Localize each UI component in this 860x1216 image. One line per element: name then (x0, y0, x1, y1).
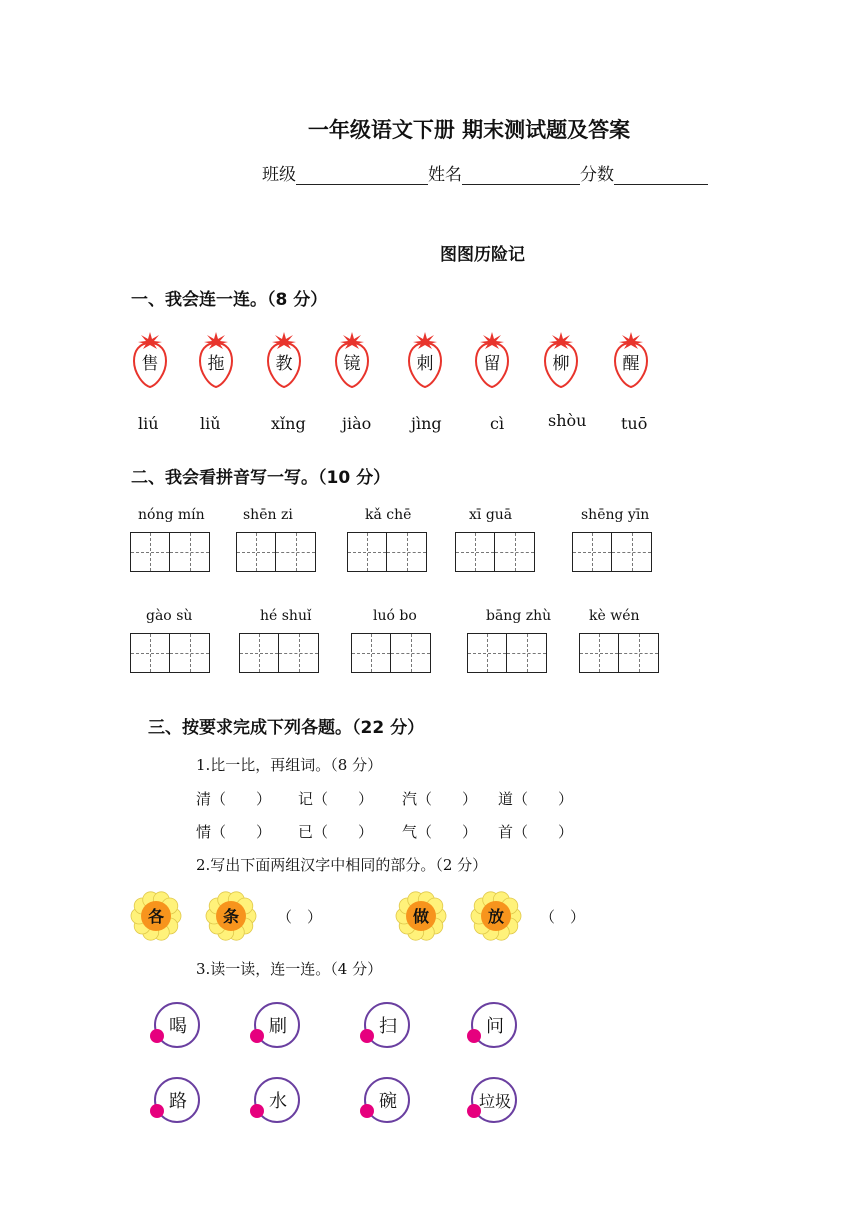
name-label: 姓名 (428, 165, 462, 185)
word-compare-item[interactable]: 清（ ） (196, 790, 272, 808)
grid-cell[interactable] (572, 532, 612, 572)
pinyin-prompt: shēng yīn (581, 507, 650, 523)
word-compare-item[interactable]: 道（ ） (498, 790, 574, 808)
word-compare-item[interactable]: 已（ ） (298, 823, 374, 841)
grid-cell[interactable] (579, 633, 619, 673)
pinyin-label[interactable]: cì (490, 414, 505, 433)
grid-cell[interactable] (495, 532, 535, 572)
connect-circle[interactable] (462, 1073, 518, 1129)
question2-text: 2.写出下面两组汉字中相同的部分。（2 分） (196, 856, 488, 874)
strawberry-char[interactable] (473, 331, 511, 389)
grid-cell[interactable] (279, 633, 319, 673)
svg-text:碗: 碗 (379, 1091, 397, 1112)
strawberry-label: 拖 (207, 354, 225, 374)
pinyin-label[interactable]: xǐng (271, 414, 306, 433)
connect-circle[interactable] (245, 998, 301, 1054)
score-field[interactable] (614, 164, 708, 185)
page-title: 一年级语文下册 期末测试题及答案 (307, 118, 631, 142)
svg-text:刷: 刷 (269, 1016, 287, 1037)
grid-cell[interactable] (391, 633, 431, 673)
grid-cell[interactable] (347, 532, 387, 572)
question3-text: 3.读一读，连一连。（4 分） (196, 960, 383, 978)
svg-text:做: 做 (412, 907, 430, 926)
strawberry-label: 醒 (622, 354, 640, 374)
tianzige-box[interactable] (130, 532, 210, 572)
pinyin-prompt: kè wén (589, 608, 640, 624)
pinyin-prompt: nóng mín (138, 507, 205, 523)
connect-circle[interactable] (355, 1073, 411, 1129)
student-info (262, 160, 708, 185)
tianzige-box[interactable] (351, 633, 431, 673)
pinyin-prompt: gào sù (146, 608, 193, 624)
pinyin-label[interactable]: liǔ (200, 414, 221, 433)
svg-text:条: 条 (222, 907, 240, 926)
strawberry-char[interactable] (406, 331, 444, 389)
story-subtitle: 图图历险记 (440, 245, 525, 265)
word-compare-item[interactable]: 记（ ） (298, 790, 374, 808)
grid-cell[interactable] (387, 532, 427, 572)
pinyin-prompt: shēn zi (243, 507, 293, 523)
answer-blank[interactable]: （ ） (277, 908, 323, 926)
pinyin-label[interactable]: jiào (342, 414, 372, 433)
word-compare-item[interactable]: 气（ ） (402, 823, 478, 841)
section1-heading: 一、我会连一连。（8 分） (131, 290, 328, 310)
grid-cell[interactable] (467, 633, 507, 673)
svg-text:问: 问 (486, 1016, 504, 1037)
answer-blank[interactable]: （ ） (540, 908, 586, 926)
grid-cell[interactable] (130, 633, 170, 673)
grid-cell[interactable] (619, 633, 659, 673)
flower-char (205, 890, 257, 942)
grid-cell[interactable] (276, 532, 316, 572)
svg-text:放: 放 (487, 907, 505, 926)
strawberry-label: 镜 (343, 354, 361, 374)
pinyin-prompt: xī guā (469, 507, 513, 523)
strawberry-label: 刺 (416, 354, 434, 374)
strawberry-char[interactable] (197, 331, 235, 389)
word-compare-item[interactable]: 首（ ） (498, 823, 574, 841)
connect-circle[interactable] (145, 998, 201, 1054)
svg-text:各: 各 (147, 907, 165, 926)
grid-cell[interactable] (455, 532, 495, 572)
tianzige-box[interactable] (236, 532, 316, 572)
word-compare-item[interactable]: 情（ ） (196, 823, 272, 841)
strawberry-char[interactable] (265, 331, 303, 389)
grid-cell[interactable] (351, 633, 391, 673)
tianzige-box[interactable] (455, 532, 535, 572)
tianzige-box[interactable] (347, 532, 427, 572)
name-field[interactable] (462, 164, 580, 185)
connect-circle[interactable] (245, 1073, 301, 1129)
class-label: 班级 (262, 165, 296, 185)
section2-heading: 二、我会看拼音写一写。（10 分） (131, 468, 391, 488)
flower-char (130, 890, 182, 942)
strawberry-char[interactable] (131, 331, 169, 389)
pinyin-prompt: kǎ chē (365, 507, 412, 523)
tianzige-box[interactable] (239, 633, 319, 673)
tianzige-box[interactable] (130, 633, 210, 673)
pinyin-label[interactable]: jìng (411, 414, 442, 433)
strawberry-char[interactable] (612, 331, 650, 389)
grid-cell[interactable] (507, 633, 547, 673)
connect-circle[interactable] (145, 1073, 201, 1129)
pinyin-label[interactable]: liú (138, 414, 159, 433)
question1-text: 1.比一比，再组词。（8 分） (196, 756, 383, 774)
svg-text:路: 路 (169, 1091, 187, 1112)
pinyin-label[interactable]: shòu (548, 411, 587, 430)
strawberry-char[interactable] (333, 331, 371, 389)
pinyin-label[interactable]: tuō (621, 414, 648, 433)
svg-text:扫: 扫 (379, 1016, 397, 1037)
strawberry-label: 教 (275, 354, 293, 374)
flower-char (470, 890, 522, 942)
connect-circle[interactable] (462, 998, 518, 1054)
word-compare-item[interactable]: 汽（ ） (402, 790, 478, 808)
svg-text:喝: 喝 (169, 1016, 187, 1037)
pinyin-prompt: hé shuǐ (260, 608, 312, 624)
tianzige-box[interactable] (467, 633, 547, 673)
flower-char (395, 890, 447, 942)
class-field[interactable] (296, 164, 428, 185)
connect-circle[interactable] (355, 998, 411, 1054)
pinyin-prompt: luó bo (373, 608, 417, 624)
grid-cell[interactable] (170, 532, 210, 572)
svg-text:垃圾: 垃圾 (478, 1092, 512, 1111)
grid-cell[interactable] (236, 532, 276, 572)
strawberry-char[interactable] (542, 331, 580, 389)
strawberry-label: 留 (483, 354, 501, 374)
grid-cell[interactable] (170, 633, 210, 673)
grid-cell[interactable] (130, 532, 170, 572)
pinyin-prompt: bāng zhù (486, 608, 552, 624)
strawberry-label: 柳 (552, 354, 570, 374)
score-label: 分数 (580, 165, 614, 185)
tianzige-box[interactable] (579, 633, 659, 673)
strawberry-label: 售 (141, 354, 159, 374)
grid-cell[interactable] (239, 633, 279, 673)
tianzige-box[interactable] (572, 532, 652, 572)
grid-cell[interactable] (612, 532, 652, 572)
svg-text:水: 水 (269, 1091, 287, 1112)
section3-heading: 三、按要求完成下列各题。（22 分） (148, 718, 425, 738)
